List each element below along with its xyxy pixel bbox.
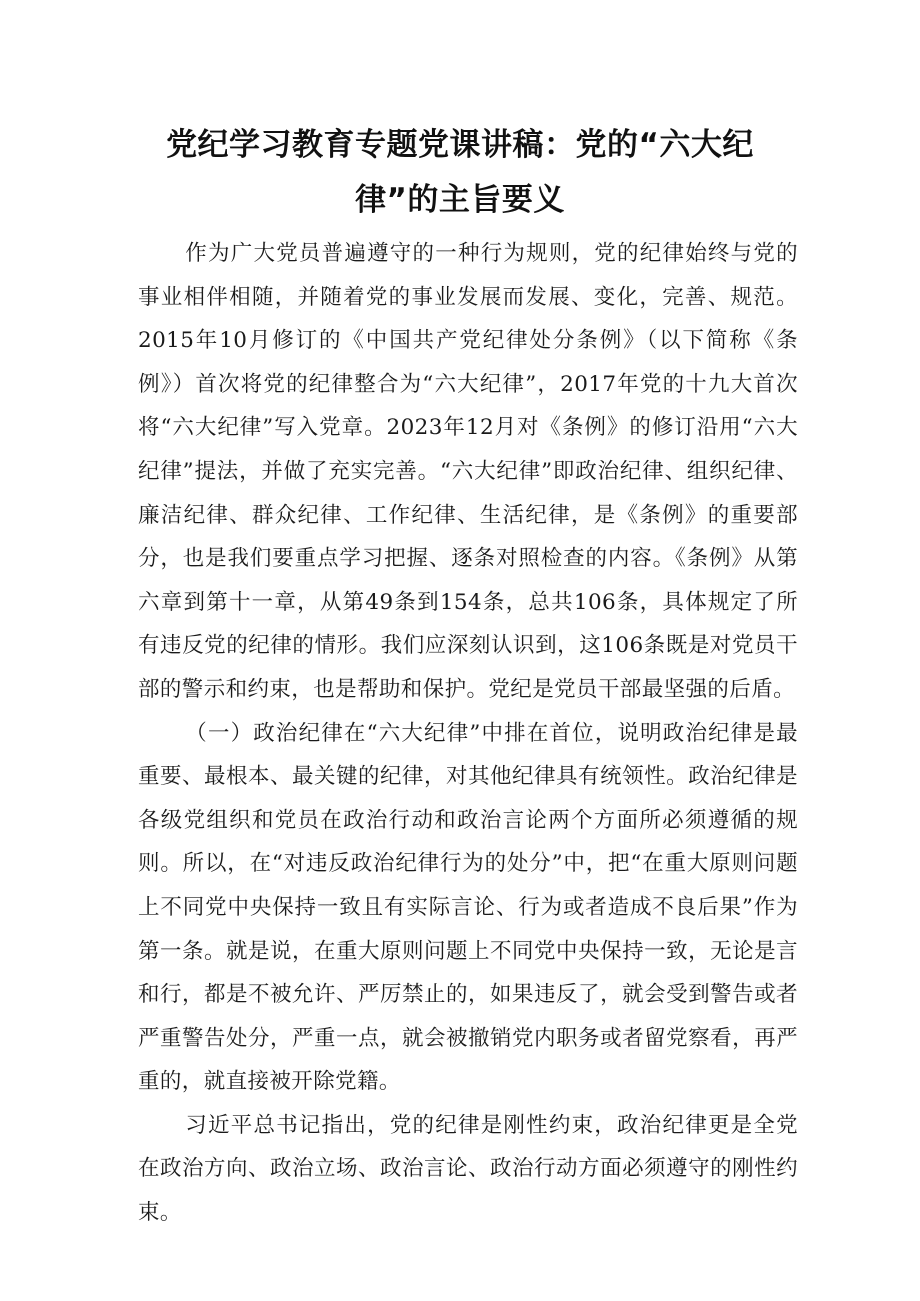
document-body: [138, 232, 798, 1235]
document-title: 党纪学习教育专题党课讲稿：党的“六大纪律”的主旨要义: [166, 127, 754, 218]
paragraph: （一）政治纪律在“六大纪律”中排在首位，说明政治纪律是最重要、最根本、最关键的纪律，对其他纪律具有统领性。政治纪律是各级党组织和党员在政治行动和政治言论两个方面所必须遵循的规则。所以，在“对违反政治纪律行为的处分”中，把“在重大原则问题上不同党中央保持一致且有实际言论、行为或者造成不良后果”作为第一条。就是说，在重大原则问题上不同党中央保持一致，无论是言和行，都是不被允许、严厉禁止的，如果违反了，就会受到警告或者严重警告处分，严重一点，就会被撤销党内职务或者留党察看，再严重的，就直接被开除党籍。: [138, 720, 798, 1095]
paragraph: 习近平总书记指出，党的纪律是刚性约束，政治纪律更是全党在政治方向、政治立场、政治言论、政治行动方面必须遵守的刚性约束。: [138, 1112, 798, 1226]
paragraph: 作为广大党员普遍遵守的一种行为规则，党的纪律始终与党的事业相伴相随，并随着党的事业发展而发展、变化，完善、规范。2015年10月修订的《中国共产党纪律处分条例》（以下简称《条例》）首次将党的纪律整合为“六大纪律”，2017年党的十九大首次将“六大纪律”写入党章。2023年12月对《条例》的修订沿用“六大纪律”提法，并做了充实完善。“六大纪律”即政治纪律、组织纪律、廉洁纪律、群众纪律、工作纪律、生活纪律，是《条例》的重要部分，也是我们要重点学习把握、逐条对照检查的内容。《条例》从第六章到第十一章，从第49条到154条，总共106条，具体规定了所有违反党的纪律的情形。我们应深刻认识到，这106条既是对党员干部的警示和约束，也是帮助和保护。党纪是党员干部最坚强的后盾。: [138, 241, 798, 702]
